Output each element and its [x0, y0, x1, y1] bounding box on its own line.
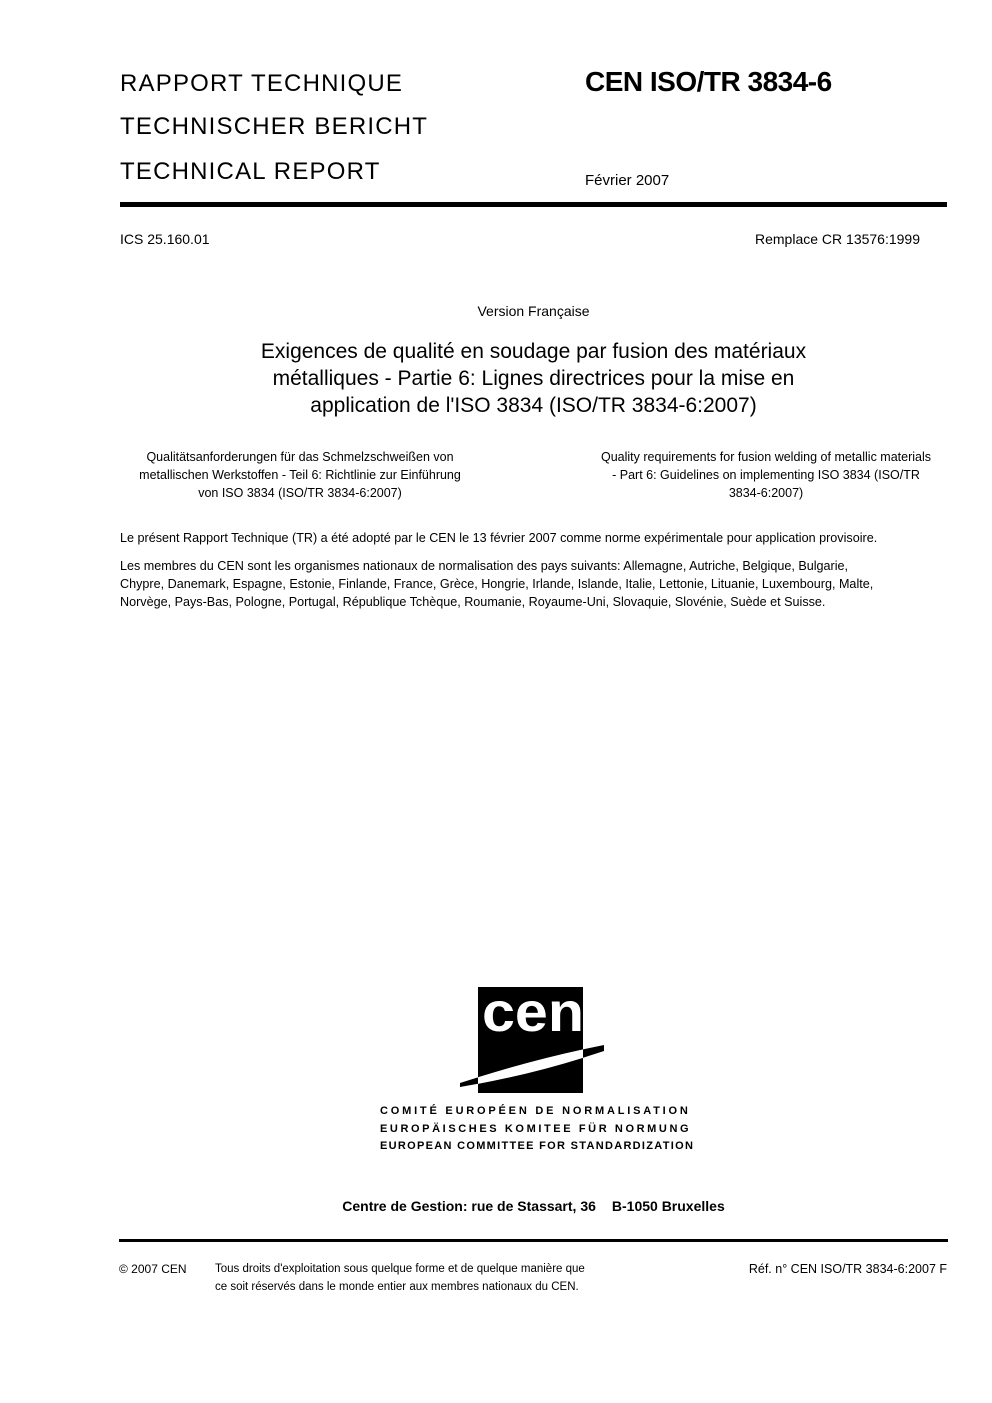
abstract-german-line: Qualitätsanforderungen für das Schmelzschweißen von [146, 450, 454, 464]
cen-logo [458, 983, 608, 1097]
main-title-line: application de l'ISO 3834 (ISO/TR 3834-6:2007) [310, 394, 757, 417]
abstract-german-line: metallischen Werkstoffen - Teil 6: Richtlinie zur Einführung [139, 467, 461, 482]
ics-code: ICS 25.160.01 [120, 231, 210, 247]
header-rule [120, 202, 947, 207]
document-number: CEN ISO/TR 3834-6 [585, 66, 832, 97]
members-note-line: Norvège, Pays-Bas, Pologne, Portugal, République Tchèque, Roumanie, Royaume-Uni, Slovaquie, Slovénie, Suède et Suisse. [120, 594, 826, 609]
adoption-note: Le présent Rapport Technique (TR) a été adopté par le CEN le 13 février 2007 comme norme expérimentale pour application provisoire. [120, 531, 878, 545]
rights-statement-line: ce soit réservés dans le monde entier aux membres nationaux du CEN. [215, 1280, 579, 1293]
committee-names [380, 1103, 694, 1156]
address-street: Centre de Gestion: rue de Stassart, 36 [342, 1198, 596, 1214]
report-title-fr: RAPPORT TECHNIQUE [120, 70, 404, 97]
main-title-line: métalliques - Partie 6: Lignes directrices pour la mise en [272, 367, 795, 390]
abstract-german [112, 449, 488, 502]
copyright-notice: © 2007 CEN [119, 1262, 187, 1276]
replaces-note: Remplace CR 13576:1999 [755, 231, 920, 247]
management-centre-address [120, 1198, 947, 1214]
abstract-german-line: von ISO 3834 (ISO/TR 3834-6:2007) [198, 485, 402, 500]
report-title-en: TECHNICAL REPORT [120, 158, 381, 185]
reference-number: Réf. n° CEN ISO/TR 3834-6:2007 F [748, 1262, 947, 1276]
committee-name-fr: COMITÉ EUROPÉEN DE NORMALISATION [380, 1105, 691, 1117]
publication-date: Février 2007 [585, 172, 670, 189]
committee-name-de: EUROPÄISCHES KOMITEE FÜR NORMUNG [380, 1122, 692, 1135]
abstract-english-line: Quality requirements for fusion welding of metallic materials [601, 450, 931, 464]
footer-rule [119, 1239, 948, 1242]
members-note-line: Les membres du CEN sont les organismes nationaux de normalisation des pays suivants: Allemagne, Autriche, Belgique, Bulgarie, [120, 559, 849, 573]
main-title-french [120, 338, 947, 419]
main-title-line: Exigences de qualité en soudage par fusion des matériaux [260, 340, 807, 363]
cen-logo-text: cen [482, 983, 584, 1043]
committee-name-en: EUROPEAN COMMITTEE FOR STANDARDIZATION [380, 1140, 695, 1153]
members-note-line: Chypre, Danemark, Espagne, Estonie, Finlande, France, Grèce, Hongrie, Irlande, Islande, Italie, Lettonie, Lituanie, Luxembourg, Malte, [120, 576, 874, 591]
report-title-de: TECHNISCHER BERICHT [120, 113, 429, 140]
rights-statement-line: Tous droits d'exploitation sous quelque forme et de quelque manière que [215, 1263, 585, 1275]
abstract-english [568, 449, 964, 502]
members-note [120, 558, 873, 611]
abstract-english-line: - Part 6: Guidelines on implementing ISO 3834 (ISO/TR [612, 467, 920, 482]
version-label: Version Française [477, 303, 590, 319]
address-city: B-1050 Bruxelles [611, 1198, 725, 1214]
abstract-english-line: 3834-6:2007) [728, 485, 804, 500]
